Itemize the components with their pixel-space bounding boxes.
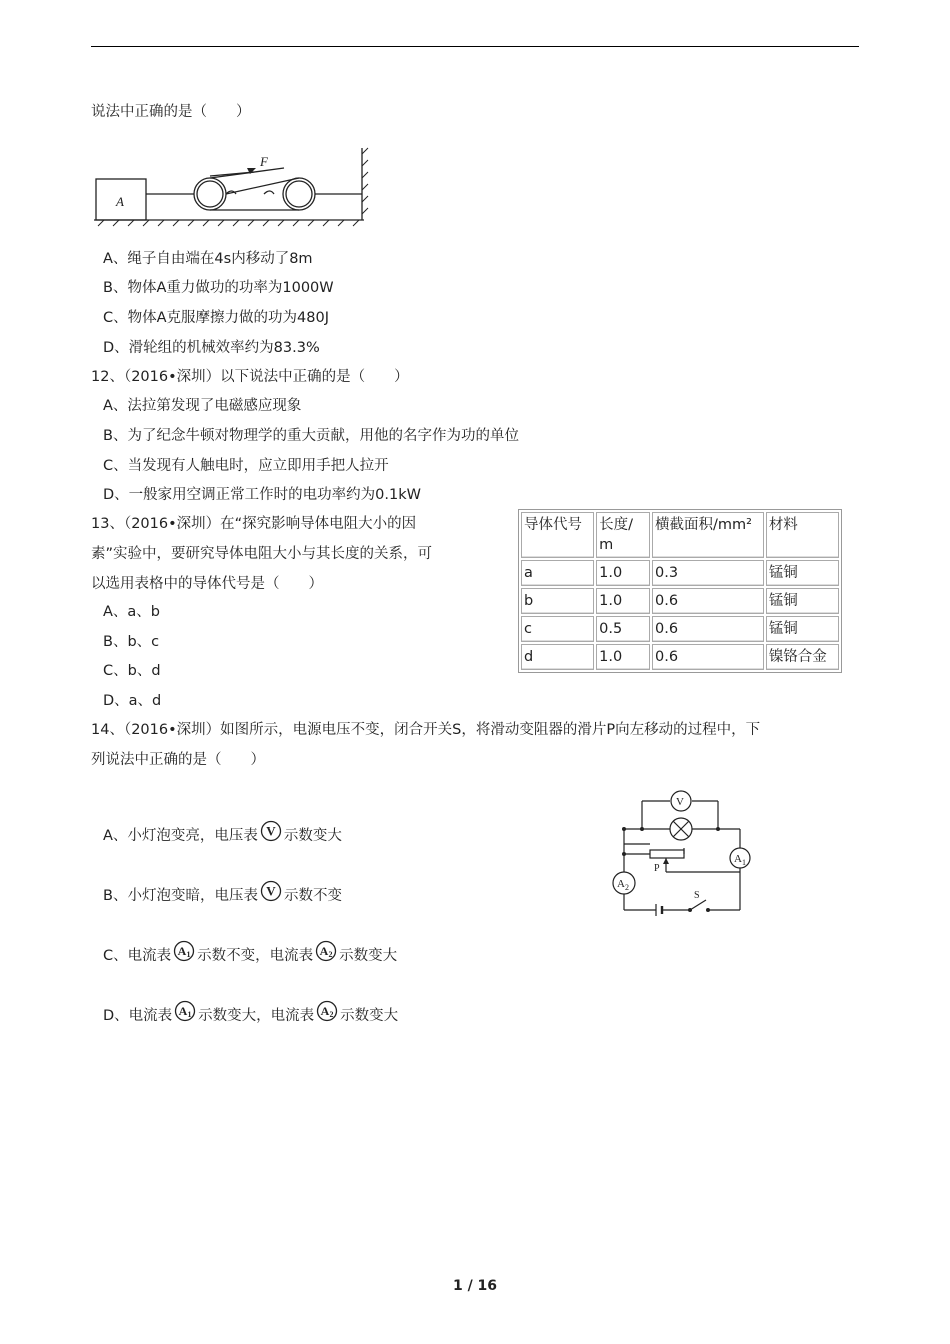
ammeter1-icon [173,940,195,962]
q14-option-a [103,820,342,846]
table-header-cell: 长度/m [596,512,650,558]
table-cell: 0.6 [652,644,764,670]
q14-option-d-text-1: D、电流表 [103,1008,173,1024]
force-label: F [260,154,268,169]
table-cell: 镍铬合金 [766,644,839,670]
q14-option-b [103,880,342,906]
header-rule [91,46,859,47]
q14-option-b-text-1: B、小灯泡变暗，电压表 [103,888,258,904]
table-header-cell: 材料 [766,512,839,558]
page-number: 1 / 16 [452,1278,498,1294]
svg-text:2: 2 [328,950,333,959]
svg-text:A: A [177,944,187,958]
q14-option-c [103,940,397,966]
q13-stem-line-1: 13、（2016•深圳）在“探究影响导体电阻大小的因 [91,516,417,532]
svg-text:1: 1 [186,950,191,959]
q13-option-a: A、a、b [103,604,161,620]
q14-stem-line-1: 14、（2016•深圳）如图所示，电源电压不变，闭合开关S，将滑动变阻器的滑片P向左移动的过程中，下 [91,722,761,738]
q13-option-c: C、b、d [103,663,161,679]
ammeter1-icon [174,1000,196,1022]
q11-option-a: A、绳子自由端在4s内移动了8m [103,251,313,267]
circuit-voltmeter-label: V [676,796,684,808]
ammeter2-icon [316,1000,338,1022]
table-cell: a [521,560,594,586]
q13-stem-line-3: 以选用表格中的导体代号是（ ） [91,576,323,592]
svg-text:A: A [319,944,329,958]
q13-option-d: D、a、d [103,693,162,709]
table-row [521,644,839,670]
voltmeter-icon [260,880,282,902]
table-cell: 0.6 [652,588,764,614]
circuit-slider-label: P [654,863,660,874]
circuit-ammeter2-sub: 2 [625,883,629,892]
circuit-figure [608,788,756,916]
table-cell: 0.3 [652,560,764,586]
q11-option-c: C、物体A克服摩擦力做的功为480J [103,310,329,326]
circuit-ammeter1-sub: 1 [742,858,746,867]
q12-stem: 12、（2016•深圳）以下说法中正确的是（ ） [91,369,409,385]
table-cell: 锰铜 [766,588,839,614]
svg-text:A: A [178,1004,188,1018]
svg-text:V: V [266,823,276,839]
table-cell: 锰铜 [766,560,839,586]
svg-text:V: V [266,883,276,899]
q13-stem-line-2: 素”实验中，要研究导体电阻大小与其长度的关系，可 [91,546,433,562]
table-cell: 0.5 [596,616,650,642]
table-cell: 1.0 [596,644,650,670]
q12-option-b: B、为了纪念牛顿对物理学的重大贡献，用他的名字作为功的单位 [103,428,519,444]
table-header-cell: 导体代号 [521,512,594,558]
table-cell: 1.0 [596,560,650,586]
q13-option-b: B、b、c [103,634,160,650]
q11-option-d: D、滑轮组的机械效率约为83.3% [103,340,320,356]
q14-option-d [103,1000,398,1026]
q14-option-c-text-3: 示数变大 [339,948,398,964]
circuit-switch-label: S [694,890,700,901]
voltmeter-icon [260,820,282,842]
svg-text:A: A [320,1004,330,1018]
circuit-ammeter2-label: A [617,878,625,890]
svg-text:2: 2 [329,1010,334,1019]
table-cell: 1.0 [596,588,650,614]
table-cell: 锰铜 [766,616,839,642]
pulley-figure [94,146,374,228]
table-row [521,560,839,586]
q14-option-c-text-1: C、电流表 [103,948,172,964]
ammeter2-icon [315,940,337,962]
table-cell: 0.6 [652,616,764,642]
q14-option-c-text-2: 示数不变，电流表 [197,948,314,964]
table-header-row [521,512,839,558]
q14-option-d-text-3: 示数变大 [340,1008,399,1024]
svg-text:1: 1 [187,1010,192,1019]
block-label: A [116,194,124,209]
table-row [521,616,839,642]
q11-stem-tail: 说法中正确的是（ ） [91,104,251,120]
conductor-table [518,509,842,673]
q14-option-a-text-1: A、小灯泡变亮，电压表 [103,828,258,844]
q12-option-c: C、当发现有人触电时，应立即用手把人拉开 [103,458,389,474]
table-cell: d [521,644,594,670]
q14-option-b-text-2: 示数不变 [283,888,342,904]
table-header-cell: 横截面积/mm² [652,512,764,558]
table-cell: c [521,616,594,642]
q12-option-a: A、法拉第发现了电磁感应现象 [103,398,302,414]
q11-option-b: B、物体A重力做功的功率为1000W [103,280,334,296]
table-cell: b [521,588,594,614]
table-row [521,588,839,614]
circuit-ammeter1-label: A [734,853,742,865]
q12-option-d: D、一般家用空调正常工作时的电功率约为0.1kW [103,487,421,503]
q14-option-a-text-2: 示数变大 [283,828,342,844]
q14-option-d-text-2: 示数变大，电流表 [198,1008,315,1024]
q14-stem-line-2: 列说法中正确的是（ ） [91,752,265,768]
